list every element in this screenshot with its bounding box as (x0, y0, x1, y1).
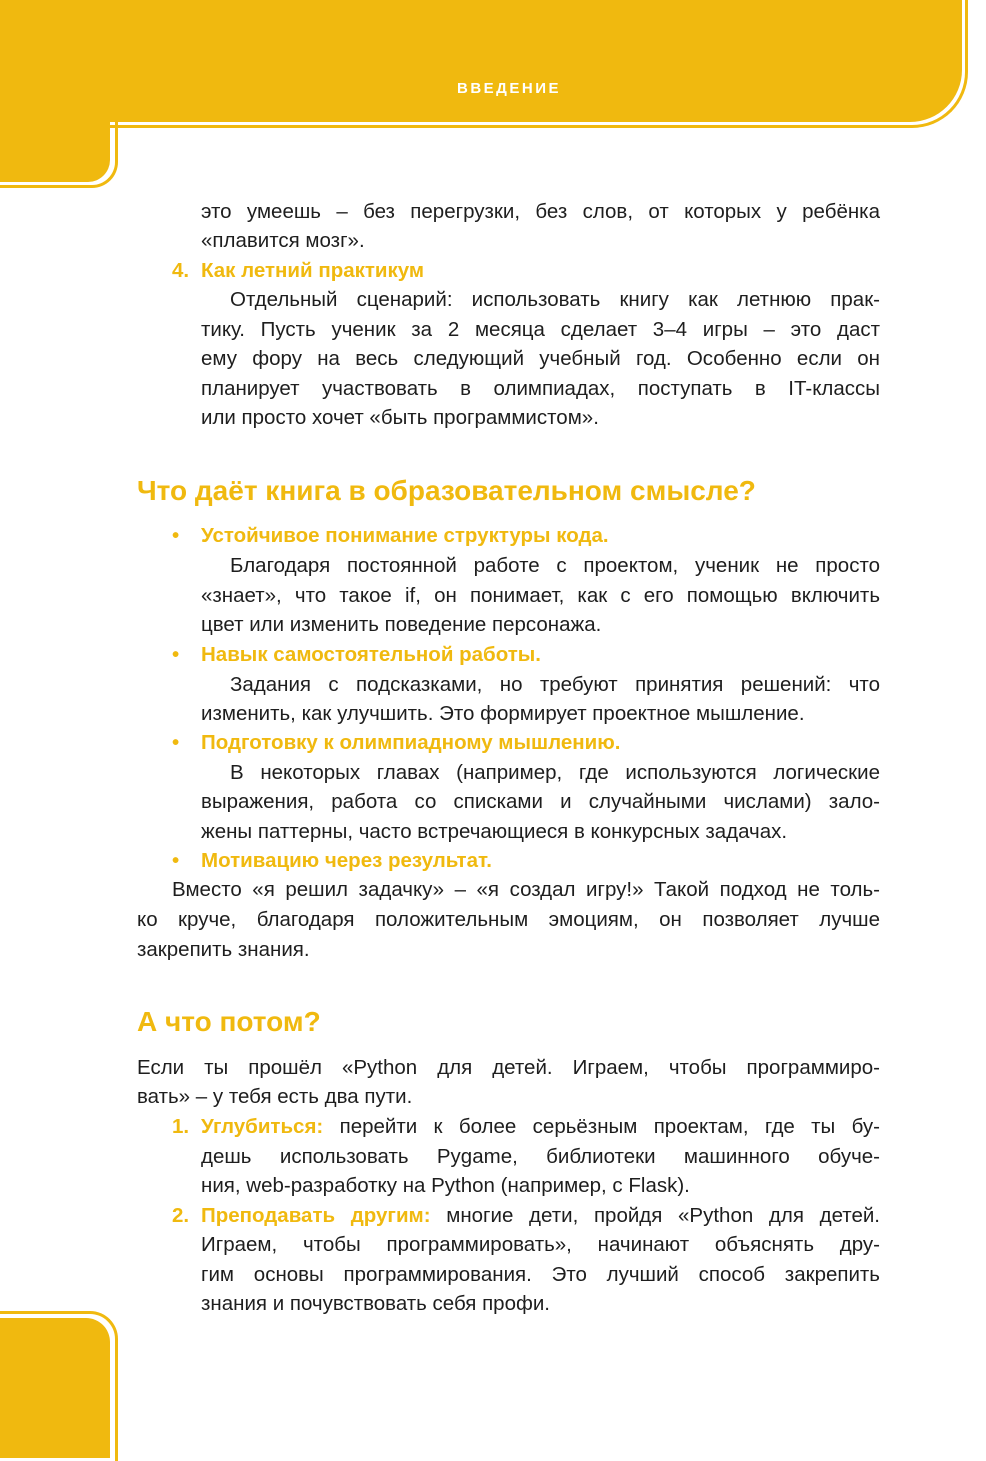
text-line: ко круче, благодаря положительным эмоциям, он позволяет лучше (137, 908, 880, 931)
text-line: знания и почувствовать себя профи. (201, 1292, 550, 1315)
text-line: ния, web-разработку на Python (например, с Flask). (201, 1174, 690, 1197)
text: перейти к более серьёзным проектам, где ты бу- (323, 1115, 880, 1138)
list-item (201, 1201, 880, 1231)
list-item-title: Углубиться: (201, 1115, 324, 1138)
bullet-icon: • (172, 731, 180, 754)
text-line: «плавится мозг». (201, 229, 365, 252)
list-item (201, 1112, 880, 1142)
text-line: выражения, работа со списками и случайными числами) зало- (201, 790, 880, 813)
list-number: 4. (172, 259, 190, 282)
text-line: Задания с подсказками, но требуют принятия решений: что (230, 673, 880, 696)
text-line: или просто хочет «быть программистом». (201, 406, 599, 429)
bullet-title: Подготовку к олимпиадному мышлению. (201, 731, 621, 754)
section-heading: Что даёт книга в образовательном смысле? (137, 475, 756, 506)
text-line: гим основы программирования. Это лучший способ закрепить (201, 1263, 880, 1286)
text-line: Отдельный сценарий: использовать книгу как летнюю прак- (230, 288, 880, 311)
text-line: ему фору на весь следующий учебный год. Особенно если он (201, 347, 880, 370)
text-line: вать» – у тебя есть два пути. (137, 1085, 413, 1108)
section-heading: А что потом? (137, 1006, 321, 1037)
running-header: ВВЕДЕНИЕ (457, 80, 561, 97)
text-line: дешь использовать Pygame, библиотеки машинного обуче- (201, 1145, 880, 1168)
bullet-title: Навык самостоятельной работы. (201, 643, 541, 666)
text-line: закрепить знания. (137, 938, 310, 961)
list-number: 1. (172, 1115, 190, 1138)
footer-tab-outline (0, 1311, 118, 1461)
bullet-icon: • (172, 643, 180, 666)
list-item-title: Как летний практикум (201, 259, 425, 282)
bullet-icon: • (172, 849, 180, 872)
text-line: изменить, как улучшить. Это формирует проектное мышление. (201, 702, 805, 725)
text-line: планирует участвовать в олимпиадах, поступать в IT-классы (201, 377, 880, 400)
text-line: «знает», что такое if, он понимает, как с его помощью включить (201, 584, 880, 607)
text-line: Если ты прошёл «Python для детей. Играем, чтобы программиро- (137, 1056, 880, 1079)
text-line: жены паттерны, часто встречающиеся в конкурсных задачах. (201, 820, 788, 843)
text: многие дети, пройдя «Python для детей. (430, 1204, 881, 1227)
bullet-title: Устойчивое понимание структуры кода. (201, 524, 609, 547)
text-line: В некоторых главах (например, где используются логические (230, 761, 880, 784)
text-line: тику. Пусть ученик за 2 месяца сделает 3–4 игры – это даст (201, 318, 880, 341)
bullet-title: Мотивацию через результат. (201, 849, 492, 872)
text-line: цвет или изменить поведение персонажа. (201, 613, 602, 636)
text-line: Благодаря постоянной работе с проектом, ученик не просто (230, 554, 880, 577)
text-line: это умеешь – без перегрузки, без слов, от которых у ребёнка (201, 200, 880, 223)
bullet-icon: • (172, 524, 180, 547)
header-outline (0, 0, 968, 128)
list-number: 2. (172, 1204, 190, 1227)
text-line: Вместо «я решил задачку» – «я создал игру!» Такой подход не толь- (172, 878, 880, 901)
text-line: Играем, чтобы программировать», начинают объяснять дру- (201, 1233, 880, 1256)
list-item-title: Преподавать другим: (201, 1204, 431, 1227)
header-tab-outline (0, 120, 118, 188)
